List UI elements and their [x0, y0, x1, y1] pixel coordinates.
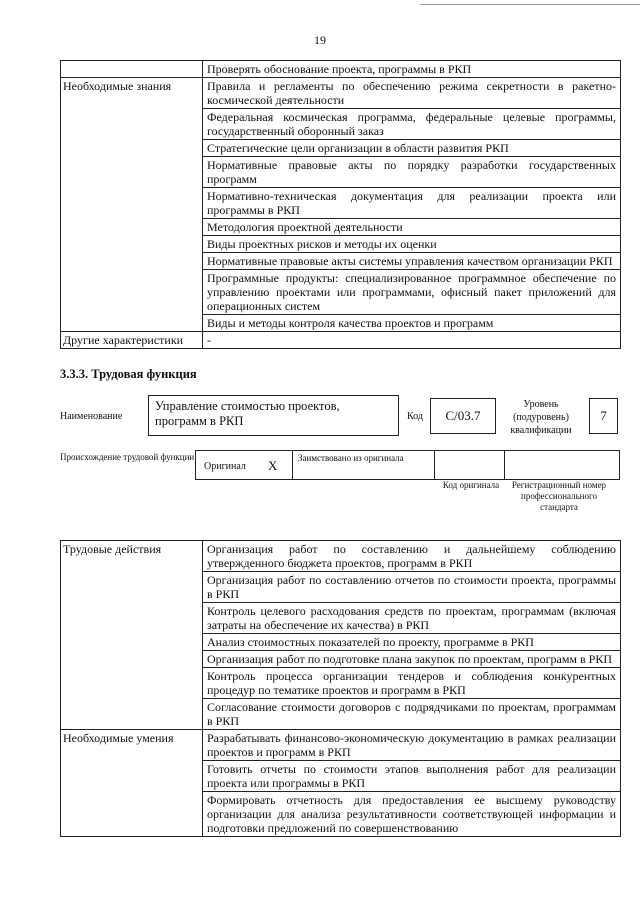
top-scan-line — [420, 4, 640, 5]
row-item: Правила и регламенты по обеспечению режима секретности в ракетно-космической деятельности — [203, 78, 621, 109]
original-mark: X — [268, 458, 278, 473]
row-item: Федеральная космическая программа, федеральные целевые программы, государственный оборонный заказ — [203, 109, 621, 140]
divider — [292, 451, 293, 479]
row-item: Контроль целевого расходования средств по проектам, программам (включая затраты на обеспечение их качества) в РКП — [203, 603, 621, 634]
row-label: Трудовые действия — [61, 541, 203, 730]
page-number: 19 — [314, 33, 326, 47]
original-label: Оригинал — [204, 461, 246, 472]
table-row — [61, 78, 621, 109]
code-box — [430, 398, 496, 434]
table-row — [61, 730, 621, 761]
row-item: Программные продукты: специализированное программное обеспечение по управлению проектами или программами, офисный пакет приложений для операционных систем — [203, 270, 621, 315]
level-value: 7 — [600, 408, 607, 423]
table-row — [61, 541, 621, 572]
level-box — [589, 398, 618, 434]
row-item: Готовить отчеты по стоимости этапов выполнения работ для реализации проекта или программы в РКП — [203, 761, 621, 792]
row-item: Организация работ по подготовке плана закупок по проектам, программ в РКП — [203, 651, 621, 668]
function-name: Управление стоимостью проектов, программ в РКП — [155, 399, 340, 428]
row-item: - — [203, 332, 621, 349]
row-item: Нормативные правовые акты системы управления качеством организации РКП — [203, 253, 621, 270]
table-row — [61, 332, 621, 349]
table-row — [61, 61, 621, 78]
origin-table — [195, 450, 620, 480]
row-label — [61, 61, 203, 78]
code-label: Код — [407, 411, 423, 422]
row-label: Необходимые умения — [61, 730, 203, 837]
origin-label: Происхождение трудовой функции — [60, 452, 195, 462]
borrowed-label: Заимствовано из оригинала — [298, 453, 404, 463]
row-label: Необходимые знания — [61, 78, 203, 332]
actions-table — [60, 540, 621, 837]
code-original-caption: Код оригинала — [442, 480, 500, 490]
row-item: Формировать отчетность для предоставления ее высшему руководству организации для анализа результативности соответствующей информации и подготовки предложений по совершенствованию — [203, 792, 621, 837]
section-title: 3.3.3. Трудовая функция — [60, 367, 197, 381]
name-box — [148, 395, 399, 436]
level-label: Уровень (подуровень) квалификации — [510, 399, 572, 436]
row-item: Контроль процесса организации тендеров и соблюдения конкурентных процедур по тематике проектов и программ в РКП — [203, 668, 621, 699]
name-label: Наименование — [60, 411, 123, 422]
row-item: Организация работ по составлению отчетов по стоимости проекта, программы в РКП — [203, 572, 621, 603]
row-item: Методология проектной деятельности — [203, 219, 621, 236]
row-item: Стратегические цели организации в области развития РКП — [203, 140, 621, 157]
knowledge-table — [60, 60, 621, 349]
divider — [504, 451, 505, 479]
code-value: C/03.7 — [445, 408, 481, 423]
row-item: Разрабатывать финансово-экономическую документацию в рамках реализации проектов и программ в РКП — [203, 730, 621, 761]
row-item: Виды проектных рисков и методы их оценки — [203, 236, 621, 253]
row-item: Анализ стоимостных показателей по проекту, программе в РКП — [203, 634, 621, 651]
row-item: Нормативные правовые акты по порядку разработки государственных программ — [203, 157, 621, 188]
row-item: Нормативно-техническая документация для реализации проекта или программы в РКП — [203, 188, 621, 219]
row-label: Другие характеристики — [61, 332, 203, 349]
registration-caption: Регистрационный номер профессионального стандарта — [511, 480, 607, 512]
row-item: Организация работ по составлению и дальнейшему соблюдению утвержденного бюджета проектов, программ в РКП — [203, 541, 621, 572]
row-item: Виды и методы контроля качества проектов и программ — [203, 315, 621, 332]
row-item: Проверять обоснование проекта, программы в РКП — [203, 61, 621, 78]
divider — [434, 451, 435, 479]
row-item: Согласование стоимости договоров с подрядчиками по проектам, программам в РКП — [203, 699, 621, 730]
